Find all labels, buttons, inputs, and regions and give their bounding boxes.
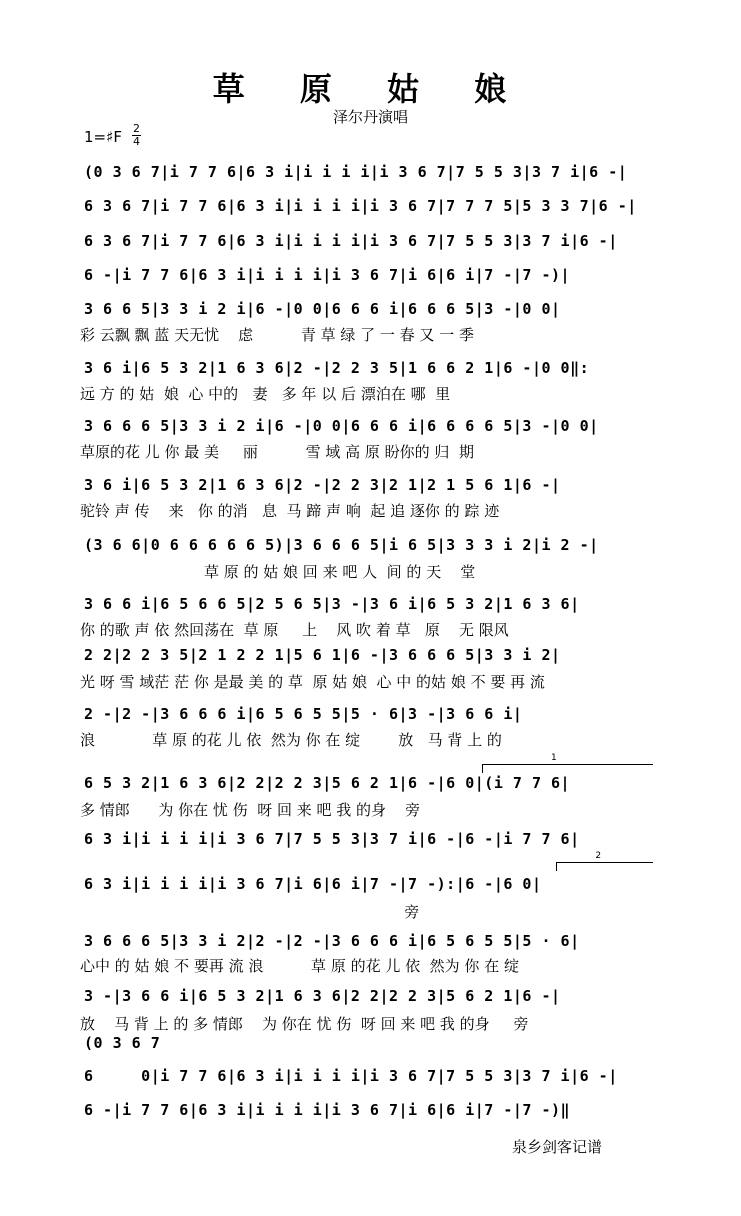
notation-row: 3 6 6 6 5|3 3 i 2 i|6 -|0 0|6 6 6 i|6 6 6 6 5|3 -|0 0| [84,417,599,435]
notation-row: 6 3 6 7|i 7 7 6|6 3 i|i i i i|i 3 6 7|7 5 5 3|3 7 i|6 -| [84,232,618,250]
lyric-line: 多 情郎 为 你在 忧 伤 呀 回 来 吧 我 的身 旁 [80,801,421,819]
notation-row: 3 6 i|6 5 3 2|1 6 3 6|2 -|2 2 3 5|1 6 6 2 1|6 -|0 0‖: [84,359,590,377]
notation-row: 6 0|i 7 7 6|6 3 i|i i i i|i 3 6 7|7 5 5 3|3 7 i|6 -| [84,1067,618,1085]
lyric-line: 远 方 的 姑 娘 心 中的 妻 多 年 以 后 漂泊在 哪 里 [80,385,451,403]
notation-row: 6 -|i 7 7 6|6 3 i|i i i i|i 3 6 7|i 6|6 i|7 -|7 -)| [84,266,571,284]
lyric-line: 你 的歌 声 依 然回荡在 草 原 上 风 吹 着 草 原 无 限风 [80,621,509,639]
notation-row: 3 6 6 5|3 3 i 2 i|6 -|0 0|6 6 6 i|6 6 6 5|3 -|0 0| [84,300,561,318]
volta-bracket-2: 2 [556,862,653,871]
singer-credit: 泽尔丹演唱 [332,108,408,126]
notation-row: 3 -|3 6 6 i|6 5 3 2|1 6 3 6|2 2|2 2 3|5 6 2 1|6 -| [84,987,561,1005]
lyric-line: 光 呀 雪 域茫 茫 你 是最 美 的 草 原 姑 娘 心 中 的姑 娘 不 要 再 流 [80,673,545,691]
notation-row: 6 5 3 2|1 6 3 6|2 2|2 2 3|5 6 2 1|6 -|6 0|(i 7 7 6| [84,774,571,792]
volta-bracket-1: 1 [482,764,653,773]
pickup-notation: (0 3 6 7 [84,1034,161,1052]
lyric-line: 心中 的 姑 娘 不 要再 流 浪 草 原 的花 儿 依 然为 你 在 绽 [80,957,519,975]
notation-row: 2 2|2 2 3 5|2 1 2 2 1|5 6 1|6 -|3 6 6 6 5|3 3 i 2| [84,646,561,664]
notation-row: 3 6 6 i|6 5 6 6 5|2 5 6 5|3 -|3 6 i|6 5 3 2|1 6 3 6| [84,595,580,613]
lyric-line: 彩 云飘 飘 蓝 天无忧 虑 青 草 绿 了 一 春 又 一 季 [80,326,474,344]
notation-row: 6 3 i|i i i i|i 3 6 7|i 6|6 i|7 -|7 -):|6 -|6 0| [84,875,542,893]
lyric-line: 草 原 的 姑 娘 回 来 吧 人 间 的 天 堂 [80,563,476,581]
key-signature: 1=♯F [84,128,122,146]
lyric-line: 浪 草 原 的花 儿 依 然为 你 在 绽 放 马 背 上 的 [80,731,502,749]
time-signature-top: 2 [133,122,140,135]
transcriber-credit: 泉乡剑客记谱 [512,1138,603,1156]
notation-row: 6 3 6 7|i 7 7 6|6 3 i|i i i i|i 3 6 7|7 7 7 5|5 3 3 7|6 -| [84,197,637,215]
notation-row: 3 6 6 6 5|3 3 i 2|2 -|2 -|3 6 6 6 i|6 5 6 5 5|5 · 6| [84,932,580,950]
notation-row: (0 3 6 7|i 7 7 6|6 3 i|i i i i|i 3 6 7|7 5 5 3|3 7 i|6 -| [84,163,628,181]
notation-row: 6 3 i|i i i i|i 3 6 7|7 5 5 3|3 7 i|6 -|6 -|i 7 7 6| [84,830,580,848]
lyric-line: 草原的花 儿 你 最 美 丽 雪 域 高 原 盼你的 归 期 [80,443,474,461]
lyric-line: 驼铃 声 传 来 你 的消 息 马 蹄 声 响 起 追 逐你 的 踪 迹 [80,502,500,520]
lyric-line: 旁 [80,903,420,921]
time-signature [132,124,141,147]
notation-row: 6 -|i 7 7 6|6 3 i|i i i i|i 3 6 7|i 6|6 i|7 -|7 -)‖ [84,1101,571,1119]
notation-row: (3 6 6|0 6 6 6 6 6 5)|3 6 6 6 5|i 6 5|3 3 3 i 2|i 2 -| [84,536,599,554]
notation-row: 3 6 i|6 5 3 2|1 6 3 6|2 -|2 2 3|2 1|2 1 5 6 1|6 -| [84,476,561,494]
time-signature-bottom: 4 [133,135,140,148]
song-title: 草 原 姑 娘 [212,70,529,108]
lyric-line: 放 马 背 上 的 多 情郎 为 你在 忧 伤 呀 回 来 吧 我 的身 旁 [80,1015,529,1033]
notation-row: 2 -|2 -|3 6 6 6 i|6 5 6 5 5|5 · 6|3 -|3 6 6 i| [84,705,523,723]
